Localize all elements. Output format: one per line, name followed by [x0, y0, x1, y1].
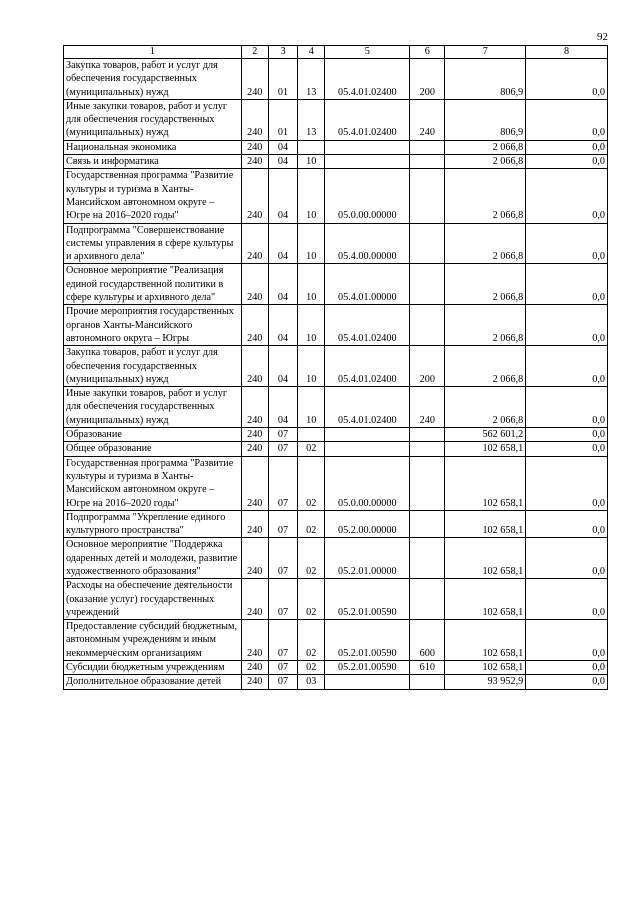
subsection-cell: 13 — [298, 59, 325, 100]
amount-cell: 2 066,8 — [445, 346, 526, 387]
amount-cell: 0,0 — [526, 538, 608, 579]
amount-cell: 0,0 — [526, 99, 608, 140]
section-cell: 07 — [268, 428, 297, 442]
code-cell: 240 — [241, 140, 268, 154]
code-cell: 240 — [241, 155, 268, 169]
target-article-cell: 05.2.01.00000 — [325, 538, 410, 579]
subsection-cell: 02 — [298, 538, 325, 579]
amount-cell: 0,0 — [526, 59, 608, 100]
amount-cell: 0,0 — [526, 675, 608, 689]
expense-type-cell: 200 — [410, 59, 445, 100]
target-article-cell: 05.0.00.00000 — [325, 169, 410, 223]
code-cell: 240 — [241, 428, 268, 442]
section-cell: 01 — [268, 59, 297, 100]
subsection-cell: 10 — [298, 155, 325, 169]
code-cell: 240 — [241, 169, 268, 223]
code-cell: 240 — [241, 456, 268, 510]
section-cell: 07 — [268, 510, 297, 538]
code-cell: 240 — [241, 59, 268, 100]
row-name-cell: Расходы на обеспечение деятельности (оказание услуг) государственных учреждений — [64, 579, 242, 620]
section-cell: 04 — [268, 387, 297, 428]
amount-cell: 2 066,8 — [445, 264, 526, 305]
subsection-cell: 10 — [298, 387, 325, 428]
row-name-cell: Закупка товаров, работ и услуг для обеспечения государственных (муниципальных) нужд — [64, 59, 242, 100]
expense-type-cell: 600 — [410, 620, 445, 661]
table-row — [64, 59, 608, 100]
code-cell: 240 — [241, 99, 268, 140]
amount-cell: 102 658,1 — [445, 538, 526, 579]
table-row — [64, 223, 608, 264]
row-name-cell: Образование — [64, 428, 242, 442]
row-name-cell: Государственная программа "Развитие культуры и туризма в Ханты-Мансийском автономном округе – Югре на 2016–2020 годы" — [64, 169, 242, 223]
amount-cell: 0,0 — [526, 661, 608, 675]
subsection-cell: 02 — [298, 510, 325, 538]
code-cell: 240 — [241, 442, 268, 456]
expense-type-cell: 240 — [410, 387, 445, 428]
target-article-cell: 05.4.01.02400 — [325, 305, 410, 346]
amount-cell: 2 066,8 — [445, 140, 526, 154]
table-row — [64, 99, 608, 140]
code-cell: 240 — [241, 305, 268, 346]
amount-cell: 0,0 — [526, 442, 608, 456]
column-header: 6 — [410, 46, 445, 59]
section-cell: 04 — [268, 223, 297, 264]
subsection-cell: 02 — [298, 579, 325, 620]
column-header: 7 — [445, 46, 526, 59]
expense-type-cell — [410, 428, 445, 442]
table-row — [64, 387, 608, 428]
table-row — [64, 428, 608, 442]
expense-type-cell — [410, 510, 445, 538]
row-name-cell: Общее образование — [64, 442, 242, 456]
subsection-cell: 10 — [298, 305, 325, 346]
section-cell: 04 — [268, 346, 297, 387]
code-cell: 240 — [241, 579, 268, 620]
section-cell: 07 — [268, 442, 297, 456]
subsection-cell — [298, 428, 325, 442]
section-cell: 04 — [268, 155, 297, 169]
subsection-cell: 10 — [298, 264, 325, 305]
expense-type-cell: 240 — [410, 99, 445, 140]
amount-cell: 0,0 — [526, 140, 608, 154]
column-header: 1 — [64, 46, 242, 59]
table-row — [64, 442, 608, 456]
amount-cell: 102 658,1 — [445, 661, 526, 675]
target-article-cell — [325, 140, 410, 154]
table-body — [64, 59, 608, 690]
target-article-cell: 05.4.00.00000 — [325, 223, 410, 264]
section-cell: 07 — [268, 661, 297, 675]
expense-type-cell — [410, 456, 445, 510]
subsection-cell — [298, 140, 325, 154]
target-article-cell: 05.2.00.00000 — [325, 510, 410, 538]
target-article-cell: 05.2.01.00590 — [325, 661, 410, 675]
amount-cell: 2 066,8 — [445, 155, 526, 169]
amount-cell: 102 658,1 — [445, 510, 526, 538]
subsection-cell: 02 — [298, 442, 325, 456]
amount-cell: 0,0 — [526, 155, 608, 169]
expense-type-cell — [410, 155, 445, 169]
expense-type-cell — [410, 264, 445, 305]
table-row — [64, 155, 608, 169]
subsection-cell: 10 — [298, 169, 325, 223]
subsection-cell: 02 — [298, 661, 325, 675]
expense-type-cell — [410, 223, 445, 264]
expense-type-cell — [410, 305, 445, 346]
amount-cell: 0,0 — [526, 387, 608, 428]
row-name-cell: Иные закупки товаров, работ и услуг для обеспечения государственных (муниципальных) нужд — [64, 387, 242, 428]
table-row — [64, 675, 608, 689]
column-header: 5 — [325, 46, 410, 59]
section-cell: 07 — [268, 579, 297, 620]
expense-type-cell — [410, 579, 445, 620]
amount-cell: 0,0 — [526, 305, 608, 346]
row-name-cell: Основное мероприятие "Поддержка одаренных детей и молодежи, развитие художественного образования" — [64, 538, 242, 579]
target-article-cell: 05.4.01.00000 — [325, 264, 410, 305]
row-name-cell: Связь и информатика — [64, 155, 242, 169]
target-article-cell — [325, 428, 410, 442]
code-cell: 240 — [241, 387, 268, 428]
amount-cell: 0,0 — [526, 223, 608, 264]
code-cell: 240 — [241, 346, 268, 387]
target-article-cell: 05.4.01.02400 — [325, 346, 410, 387]
amount-cell: 0,0 — [526, 456, 608, 510]
subsection-cell: 10 — [298, 346, 325, 387]
table-row — [64, 661, 608, 675]
expense-type-cell: 610 — [410, 661, 445, 675]
table-row — [64, 620, 608, 661]
expense-type-cell — [410, 140, 445, 154]
amount-cell: 806,9 — [445, 99, 526, 140]
amount-cell: 0,0 — [526, 264, 608, 305]
table-row — [64, 169, 608, 223]
table-row — [64, 305, 608, 346]
subsection-cell: 13 — [298, 99, 325, 140]
column-header: 2 — [241, 46, 268, 59]
subsection-cell: 03 — [298, 675, 325, 689]
amount-cell: 0,0 — [526, 620, 608, 661]
amount-cell: 2 066,8 — [445, 305, 526, 346]
section-cell: 04 — [268, 169, 297, 223]
row-name-cell: Подпрограмма "Укрепление единого культурного пространства" — [64, 510, 242, 538]
row-name-cell: Предоставление субсидий бюджетным, автономным учреждениям и иным некоммерческим организациям — [64, 620, 242, 661]
section-cell: 07 — [268, 620, 297, 661]
code-cell: 240 — [241, 675, 268, 689]
amount-cell: 102 658,1 — [445, 456, 526, 510]
subsection-cell: 10 — [298, 223, 325, 264]
expense-type-cell — [410, 675, 445, 689]
target-article-cell — [325, 675, 410, 689]
target-article-cell: 05.4.01.02400 — [325, 387, 410, 428]
section-cell: 07 — [268, 456, 297, 510]
row-name-cell: Национальная экономика — [64, 140, 242, 154]
budget-table — [63, 45, 608, 690]
table-header-row — [64, 46, 608, 59]
target-article-cell — [325, 155, 410, 169]
subsection-cell: 02 — [298, 456, 325, 510]
row-name-cell: Основное мероприятие "Реализация единой государственной политики в сфере культуры и архивного дела" — [64, 264, 242, 305]
amount-cell: 93 952,9 — [445, 675, 526, 689]
amount-cell: 0,0 — [526, 169, 608, 223]
table-row — [64, 538, 608, 579]
code-cell: 240 — [241, 264, 268, 305]
row-name-cell: Субсидии бюджетным учреждениям — [64, 661, 242, 675]
section-cell: 04 — [268, 140, 297, 154]
amount-cell: 806,9 — [445, 59, 526, 100]
amount-cell: 0,0 — [526, 510, 608, 538]
target-article-cell — [325, 442, 410, 456]
expense-type-cell — [410, 169, 445, 223]
target-article-cell: 05.2.01.00590 — [325, 620, 410, 661]
amount-cell: 102 658,1 — [445, 579, 526, 620]
section-cell: 07 — [268, 675, 297, 689]
column-header: 8 — [526, 46, 608, 59]
row-name-cell: Закупка товаров, работ и услуг для обеспечения государственных (муниципальных) нужд — [64, 346, 242, 387]
row-name-cell: Дополнительное образование детей — [64, 675, 242, 689]
row-name-cell: Государственная программа "Развитие культуры и туризма в Ханты-Мансийском автономном округе – Югре на 2016–2020 годы" — [64, 456, 242, 510]
target-article-cell: 05.4.01.02400 — [325, 99, 410, 140]
page-number: 92 — [597, 31, 608, 43]
code-cell: 240 — [241, 510, 268, 538]
row-name-cell: Прочие мероприятия государственных органов Ханты-Мансийского автономного округа – Югры — [64, 305, 242, 346]
code-cell: 240 — [241, 538, 268, 579]
target-article-cell: 05.2.01.00590 — [325, 579, 410, 620]
amount-cell: 102 658,1 — [445, 442, 526, 456]
table-row — [64, 456, 608, 510]
target-article-cell: 05.0.00.00000 — [325, 456, 410, 510]
section-cell: 04 — [268, 264, 297, 305]
code-cell: 240 — [241, 223, 268, 264]
table-row — [64, 140, 608, 154]
table-row — [64, 510, 608, 538]
amount-cell: 102 658,1 — [445, 620, 526, 661]
target-article-cell: 05.4.01.02400 — [325, 59, 410, 100]
expense-type-cell: 200 — [410, 346, 445, 387]
table-row — [64, 264, 608, 305]
row-name-cell: Иные закупки товаров, работ и услуг для обеспечения государственных (муниципальных) нужд — [64, 99, 242, 140]
code-cell: 240 — [241, 661, 268, 675]
amount-cell: 0,0 — [526, 428, 608, 442]
column-header: 3 — [268, 46, 297, 59]
amount-cell: 0,0 — [526, 346, 608, 387]
table-row — [64, 579, 608, 620]
amount-cell: 2 066,8 — [445, 387, 526, 428]
amount-cell: 2 066,8 — [445, 223, 526, 264]
section-cell: 04 — [268, 305, 297, 346]
amount-cell: 2 066,8 — [445, 169, 526, 223]
expense-type-cell — [410, 538, 445, 579]
amount-cell: 562 601,2 — [445, 428, 526, 442]
expense-type-cell — [410, 442, 445, 456]
table-row — [64, 346, 608, 387]
code-cell: 240 — [241, 620, 268, 661]
column-header: 4 — [298, 46, 325, 59]
amount-cell: 0,0 — [526, 579, 608, 620]
subsection-cell: 02 — [298, 620, 325, 661]
row-name-cell: Подпрограмма "Совершенствование системы управления в сфере культуры и архивного дела" — [64, 223, 242, 264]
section-cell: 01 — [268, 99, 297, 140]
section-cell: 07 — [268, 538, 297, 579]
